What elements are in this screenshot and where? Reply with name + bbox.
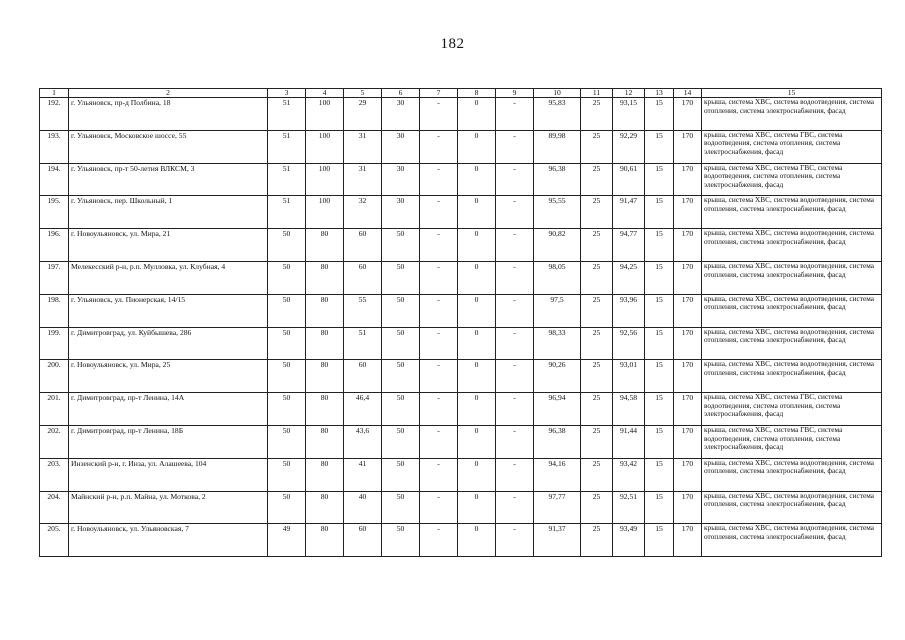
col7-cell: - [420, 327, 458, 360]
col13-cell: 15 [645, 425, 674, 458]
col12-cell: 91,44 [613, 425, 645, 458]
address-cell: Майнский р-н, р.п. Майна, ул. Моткова, 2 [69, 491, 268, 524]
col12-cell: 94,58 [613, 393, 645, 426]
col12-cell: 92,51 [613, 491, 645, 524]
col14-cell: 170 [674, 98, 702, 131]
col9-cell: - [496, 229, 534, 262]
row-number: 192. [40, 98, 69, 131]
col9-cell: - [496, 360, 534, 393]
col13-cell: 15 [645, 261, 674, 294]
col8-cell: 0 [458, 294, 496, 327]
col13-cell: 15 [645, 229, 674, 262]
col13-cell: 15 [645, 327, 674, 360]
column-header-8: 8 [458, 89, 496, 98]
col7-cell: - [420, 98, 458, 131]
col5-cell: 60 [344, 261, 382, 294]
col14-cell: 170 [674, 327, 702, 360]
col7-cell: - [420, 229, 458, 262]
col14-cell: 170 [674, 491, 702, 524]
col11-cell: 25 [581, 458, 613, 491]
col7-cell: - [420, 130, 458, 163]
col12-cell: 90,61 [613, 163, 645, 196]
col6-cell: 50 [382, 524, 420, 557]
work-types-cell: крыша, система ХВС, система ГВС, система водоотведения, система отопления, система электроснабжения, фасад [702, 425, 882, 458]
column-header-4: 4 [306, 89, 344, 98]
col4-cell: 100 [306, 98, 344, 131]
col5-cell: 51 [344, 327, 382, 360]
row-number: 198. [40, 294, 69, 327]
col6-cell: 50 [382, 294, 420, 327]
housing-repair-table [39, 88, 882, 557]
col4-cell: 80 [306, 327, 344, 360]
col11-cell: 25 [581, 163, 613, 196]
col3-cell: 51 [268, 98, 306, 131]
col13-cell: 15 [645, 98, 674, 131]
row-number: 195. [40, 196, 69, 229]
col13-cell: 15 [645, 393, 674, 426]
col8-cell: 0 [458, 130, 496, 163]
column-header-2: 2 [69, 89, 268, 98]
col13-cell: 15 [645, 163, 674, 196]
col4-cell: 100 [306, 130, 344, 163]
address-cell: г. Ульяновск, пер. Школьный, 1 [69, 196, 268, 229]
col10-cell: 97,5 [534, 294, 581, 327]
column-header-12: 12 [613, 89, 645, 98]
col6-cell: 50 [382, 360, 420, 393]
col6-cell: 30 [382, 98, 420, 131]
col5-cell: 55 [344, 294, 382, 327]
work-types-cell: крыша, система ХВС, система водоотведения, система отопления, система электроснабжения, фасад [702, 360, 882, 393]
col6-cell: 50 [382, 261, 420, 294]
col3-cell: 50 [268, 229, 306, 262]
col11-cell: 25 [581, 327, 613, 360]
col14-cell: 170 [674, 229, 702, 262]
address-cell: Инзенский р-н, г. Инза, ул. Алашеева, 104 [69, 458, 268, 491]
col12-cell: 93,49 [613, 524, 645, 557]
col11-cell: 25 [581, 130, 613, 163]
col11-cell: 25 [581, 360, 613, 393]
col12-cell: 93,15 [613, 98, 645, 131]
col5-cell: 40 [344, 491, 382, 524]
col8-cell: 0 [458, 491, 496, 524]
col7-cell: - [420, 360, 458, 393]
col9-cell: - [496, 163, 534, 196]
row-number: 205. [40, 524, 69, 557]
col7-cell: - [420, 196, 458, 229]
col14-cell: 170 [674, 393, 702, 426]
address-cell: г. Ульяновск, пр-д Полбина, 18 [69, 98, 268, 131]
table-row [40, 294, 882, 327]
col9-cell: - [496, 425, 534, 458]
column-header-6: 6 [382, 89, 420, 98]
table-row [40, 229, 882, 262]
col3-cell: 49 [268, 524, 306, 557]
address-cell: г. Ульяновск, Московское шоссе, 55 [69, 130, 268, 163]
col12-cell: 92,56 [613, 327, 645, 360]
col14-cell: 170 [674, 360, 702, 393]
column-header-3: 3 [268, 89, 306, 98]
table-row [40, 130, 882, 163]
col14-cell: 170 [674, 524, 702, 557]
col14-cell: 170 [674, 425, 702, 458]
address-cell: г. Новоульяновск, ул. Мира, 25 [69, 360, 268, 393]
col6-cell: 50 [382, 327, 420, 360]
address-cell: г. Димитровград, пр-т Ленина, 14А [69, 393, 268, 426]
col13-cell: 15 [645, 458, 674, 491]
work-types-cell: крыша, система ХВС, система водоотведения, система отопления, система электроснабжения, фасад [702, 524, 882, 557]
col8-cell: 0 [458, 163, 496, 196]
work-types-cell: крыша, система ХВС, система водоотведения, система отопления, система электроснабжения, фасад [702, 261, 882, 294]
col12-cell: 93,96 [613, 294, 645, 327]
col6-cell: 50 [382, 425, 420, 458]
row-number: 193. [40, 130, 69, 163]
col6-cell: 50 [382, 458, 420, 491]
col12-cell: 93,01 [613, 360, 645, 393]
col6-cell: 50 [382, 393, 420, 426]
col6-cell: 30 [382, 163, 420, 196]
col8-cell: 0 [458, 229, 496, 262]
col5-cell: 60 [344, 524, 382, 557]
col11-cell: 25 [581, 425, 613, 458]
col10-cell: 97,77 [534, 491, 581, 524]
col3-cell: 50 [268, 393, 306, 426]
table-row [40, 524, 882, 557]
col9-cell: - [496, 261, 534, 294]
col4-cell: 80 [306, 425, 344, 458]
col10-cell: 95,83 [534, 98, 581, 131]
row-number: 200. [40, 360, 69, 393]
row-number: 203. [40, 458, 69, 491]
row-number: 197. [40, 261, 69, 294]
row-number: 199. [40, 327, 69, 360]
col4-cell: 80 [306, 458, 344, 491]
col4-cell: 100 [306, 196, 344, 229]
col6-cell: 30 [382, 130, 420, 163]
col7-cell: - [420, 425, 458, 458]
col10-cell: 98,33 [534, 327, 581, 360]
col12-cell: 94,25 [613, 261, 645, 294]
address-cell: г. Новоульяновск, ул. Мира, 21 [69, 229, 268, 262]
column-header-5: 5 [344, 89, 382, 98]
col10-cell: 94,16 [534, 458, 581, 491]
col10-cell: 89,98 [534, 130, 581, 163]
row-number: 204. [40, 491, 69, 524]
col11-cell: 25 [581, 524, 613, 557]
col3-cell: 50 [268, 261, 306, 294]
col13-cell: 15 [645, 196, 674, 229]
col12-cell: 94,77 [613, 229, 645, 262]
col7-cell: - [420, 491, 458, 524]
col9-cell: - [496, 196, 534, 229]
col11-cell: 25 [581, 491, 613, 524]
column-header-15: 15 [702, 89, 882, 98]
table-row [40, 327, 882, 360]
address-cell: г. Димитровград, ул. Куйбышева, 286 [69, 327, 268, 360]
column-header-10: 10 [534, 89, 581, 98]
col3-cell: 51 [268, 163, 306, 196]
col8-cell: 0 [458, 425, 496, 458]
col7-cell: - [420, 261, 458, 294]
col9-cell: - [496, 393, 534, 426]
address-cell: г. Димитровград, пр-т Ленина, 18Б [69, 425, 268, 458]
column-header-14: 14 [674, 89, 702, 98]
col8-cell: 0 [458, 261, 496, 294]
col3-cell: 50 [268, 360, 306, 393]
col11-cell: 25 [581, 98, 613, 131]
work-types-cell: крыша, система ХВС, система ГВС, система водоотведения, система отопления, система электроснабжения, фасад [702, 393, 882, 426]
col5-cell: 31 [344, 130, 382, 163]
col3-cell: 50 [268, 458, 306, 491]
col11-cell: 25 [581, 229, 613, 262]
col8-cell: 0 [458, 458, 496, 491]
col12-cell: 92,29 [613, 130, 645, 163]
col5-cell: 41 [344, 458, 382, 491]
work-types-cell: крыша, система ХВС, система водоотведения, система отопления, система электроснабжения, фасад [702, 327, 882, 360]
row-number: 194. [40, 163, 69, 196]
col13-cell: 15 [645, 491, 674, 524]
col7-cell: - [420, 524, 458, 557]
column-header-7: 7 [420, 89, 458, 98]
col4-cell: 80 [306, 261, 344, 294]
table-row [40, 163, 882, 196]
col6-cell: 50 [382, 491, 420, 524]
address-cell: г. Ульяновск, пр-т 50-летия ВЛКСМ, 3 [69, 163, 268, 196]
col7-cell: - [420, 163, 458, 196]
col7-cell: - [420, 294, 458, 327]
col4-cell: 80 [306, 360, 344, 393]
col7-cell: - [420, 393, 458, 426]
column-header-13: 13 [645, 89, 674, 98]
work-types-cell: крыша, система ХВС, система водоотведения, система отопления, система электроснабжения, фасад [702, 491, 882, 524]
col4-cell: 80 [306, 524, 344, 557]
col10-cell: 90,82 [534, 229, 581, 262]
table-body [40, 98, 882, 557]
col10-cell: 96,38 [534, 425, 581, 458]
col10-cell: 98,05 [534, 261, 581, 294]
table-row [40, 98, 882, 131]
work-types-cell: крыша, система ХВС, система ГВС, система водоотведения, система отопления, система электроснабжения, фасад [702, 130, 882, 163]
column-header-9: 9 [496, 89, 534, 98]
col9-cell: - [496, 294, 534, 327]
col9-cell: - [496, 491, 534, 524]
col8-cell: 0 [458, 98, 496, 131]
col9-cell: - [496, 130, 534, 163]
col14-cell: 170 [674, 196, 702, 229]
col14-cell: 170 [674, 261, 702, 294]
col13-cell: 15 [645, 360, 674, 393]
col9-cell: - [496, 458, 534, 491]
col9-cell: - [496, 327, 534, 360]
col14-cell: 170 [674, 130, 702, 163]
column-header-11: 11 [581, 89, 613, 98]
col4-cell: 80 [306, 491, 344, 524]
page-number: 182 [440, 36, 465, 52]
column-number-row [40, 89, 882, 98]
col8-cell: 0 [458, 524, 496, 557]
col14-cell: 170 [674, 458, 702, 491]
work-types-cell: крыша, система ХВС, система водоотведения, система отопления, система электроснабжения, фасад [702, 458, 882, 491]
col11-cell: 25 [581, 294, 613, 327]
table-row [40, 360, 882, 393]
row-number: 196. [40, 229, 69, 262]
table-row [40, 393, 882, 426]
col7-cell: - [420, 458, 458, 491]
col11-cell: 25 [581, 393, 613, 426]
col8-cell: 0 [458, 360, 496, 393]
col10-cell: 90,26 [534, 360, 581, 393]
col5-cell: 29 [344, 98, 382, 131]
col5-cell: 46,4 [344, 393, 382, 426]
col10-cell: 96,38 [534, 163, 581, 196]
col5-cell: 31 [344, 163, 382, 196]
row-number: 201. [40, 393, 69, 426]
col8-cell: 0 [458, 327, 496, 360]
address-cell: г. Ульяновск, ул. Пионерская, 14/15 [69, 294, 268, 327]
row-number: 202. [40, 425, 69, 458]
column-header-1: 1 [40, 89, 69, 98]
col6-cell: 30 [382, 196, 420, 229]
col4-cell: 100 [306, 163, 344, 196]
col3-cell: 50 [268, 425, 306, 458]
col12-cell: 91,47 [613, 196, 645, 229]
work-types-cell: крыша, система ХВС, система водоотведения, система отопления, система электроснабжения, фасад [702, 196, 882, 229]
col6-cell: 50 [382, 229, 420, 262]
col10-cell: 96,94 [534, 393, 581, 426]
col3-cell: 51 [268, 130, 306, 163]
col12-cell: 93,42 [613, 458, 645, 491]
col3-cell: 51 [268, 196, 306, 229]
table-row [40, 425, 882, 458]
col4-cell: 80 [306, 393, 344, 426]
work-types-cell: крыша, система ХВС, система ГВС, система водоотведения, система отопления, система электроснабжения, фасад [702, 163, 882, 196]
col3-cell: 50 [268, 327, 306, 360]
col4-cell: 80 [306, 229, 344, 262]
work-types-cell: крыша, система ХВС, система водоотведения, система отопления, система электроснабжения, фасад [702, 294, 882, 327]
col13-cell: 15 [645, 130, 674, 163]
table-row [40, 261, 882, 294]
col9-cell: - [496, 98, 534, 131]
work-types-cell: крыша, система ХВС, система водоотведения, система отопления, система электроснабжения, фасад [702, 98, 882, 131]
col5-cell: 32 [344, 196, 382, 229]
col14-cell: 170 [674, 294, 702, 327]
col10-cell: 95,55 [534, 196, 581, 229]
col3-cell: 50 [268, 491, 306, 524]
address-cell: Мелекесский р-н, р.п. Мулловка, ул. Клубная, 4 [69, 261, 268, 294]
col10-cell: 91,37 [534, 524, 581, 557]
work-types-cell: крыша, система ХВС, система водоотведения, система отопления, система электроснабжения, фасад [702, 229, 882, 262]
col13-cell: 15 [645, 524, 674, 557]
table-row [40, 458, 882, 491]
col14-cell: 170 [674, 163, 702, 196]
table-row [40, 196, 882, 229]
col11-cell: 25 [581, 261, 613, 294]
col5-cell: 60 [344, 229, 382, 262]
col8-cell: 0 [458, 196, 496, 229]
col8-cell: 0 [458, 393, 496, 426]
col9-cell: - [496, 524, 534, 557]
col13-cell: 15 [645, 294, 674, 327]
table-row [40, 491, 882, 524]
col11-cell: 25 [581, 196, 613, 229]
address-cell: г. Новоульяновск, ул. Ульяновская, 7 [69, 524, 268, 557]
col5-cell: 60 [344, 360, 382, 393]
col3-cell: 50 [268, 294, 306, 327]
col5-cell: 43,6 [344, 425, 382, 458]
col4-cell: 80 [306, 294, 344, 327]
